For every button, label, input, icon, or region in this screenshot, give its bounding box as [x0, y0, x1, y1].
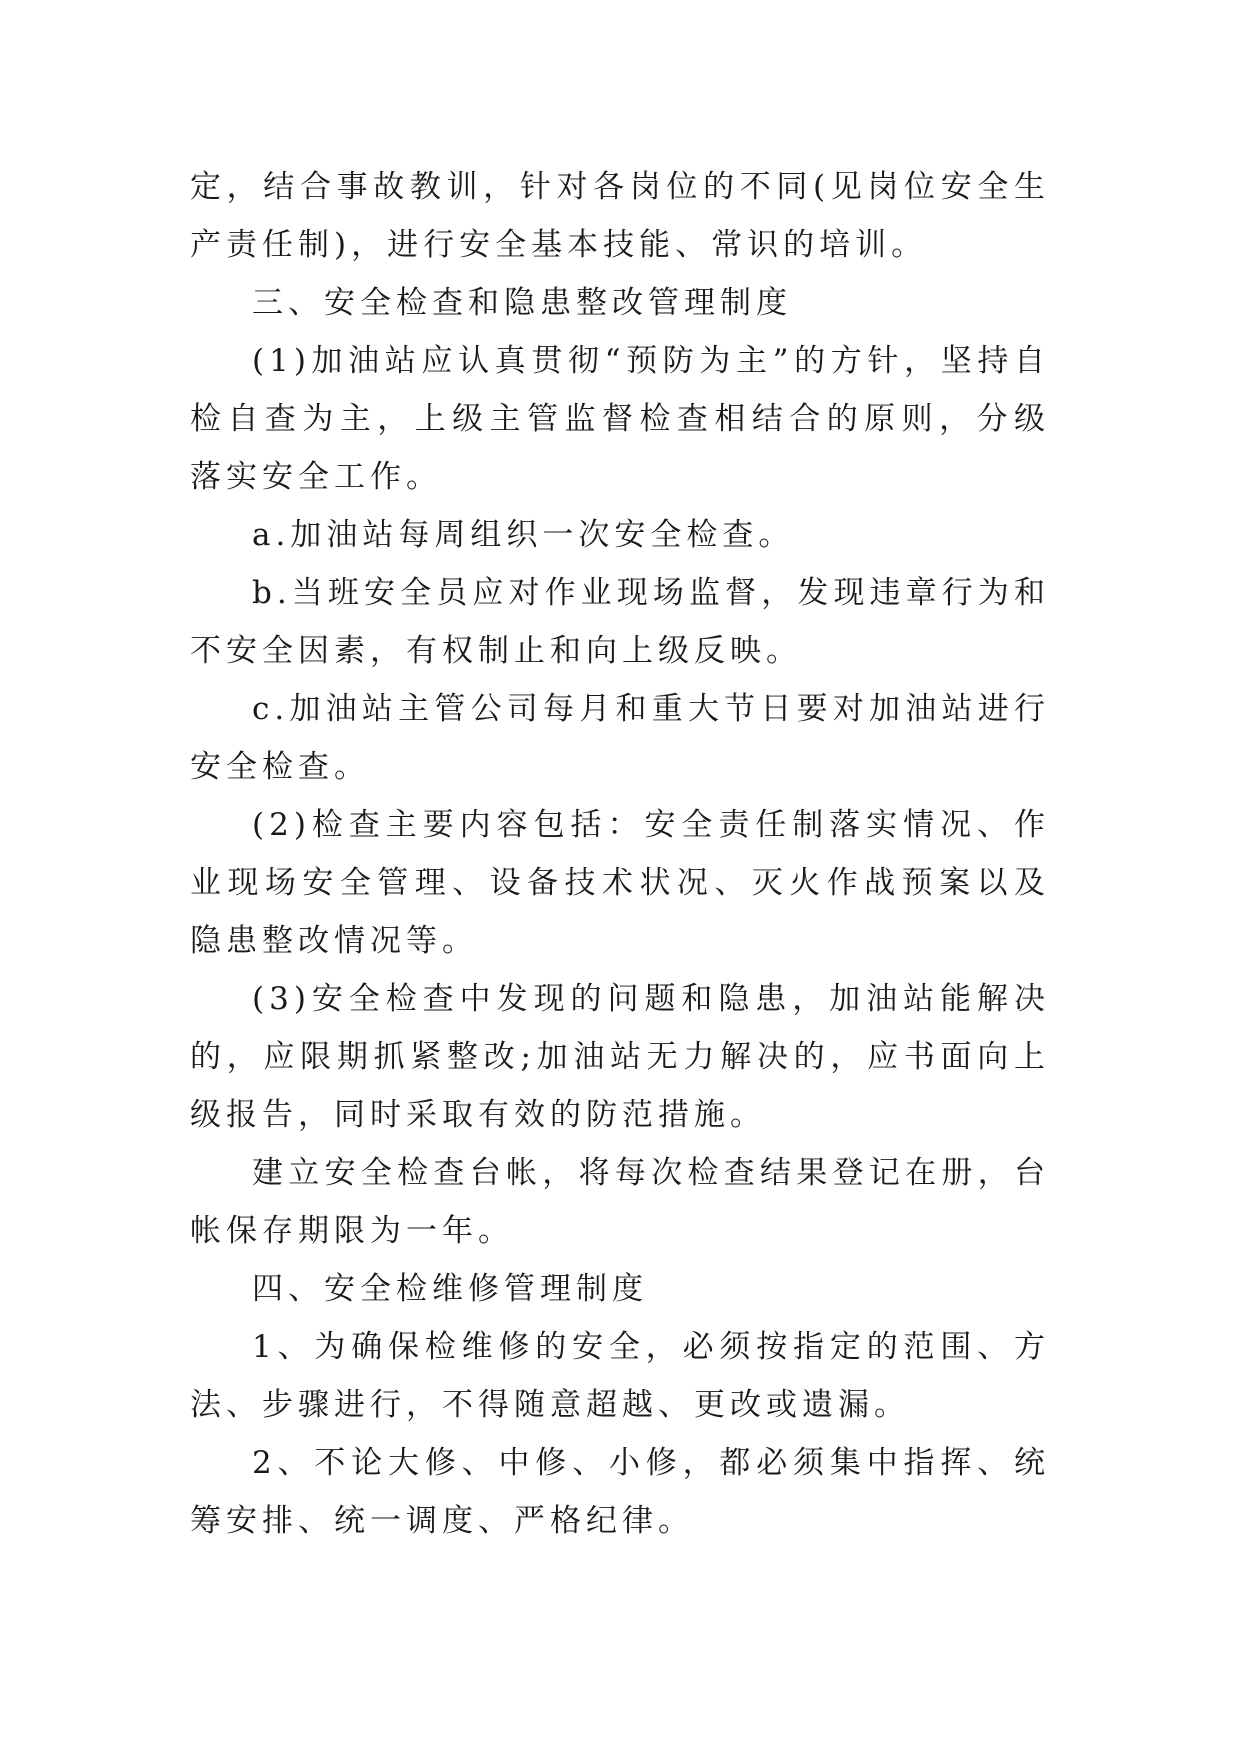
paragraph-rule-1: 1、为确保检维修的安全，必须按指定的范围、方法、步骤进行，不得随意超越、更改或遗漏。 [190, 1329, 1050, 1423]
paragraph-item-c: c.加油站主管公司每月和重大节日要对加油站进行安全检查。 [190, 691, 1050, 785]
paragraph-item-2: (2)检查主要内容包括：安全责任制落实情况、作业现场安全管理、设备技术状况、灭火作战预案以及隐患整改情况等。 [190, 807, 1050, 959]
paragraph-item-a: a.加油站每周组织一次安全检查。 [252, 517, 795, 553]
paragraph-item-1: (1)加油站应认真贯彻“预防为主”的方针，坚持自检自查为主，上级主管监督检查相结合的原则，分级落实安全工作。 [190, 343, 1050, 495]
paragraph-continuation: 定，结合事故教训，针对各岗位的不同(见岗位安全生产责任制)，进行安全基本技能、常识的培训。 [190, 169, 1050, 263]
paragraph-item-b: b.当班安全员应对作业现场监督，发现违章行为和不安全因素，有权制止和向上级反映。 [190, 575, 1050, 669]
paragraph-ledger: 建立安全检查台帐，将每次检查结果登记在册，台帐保存期限为一年。 [190, 1155, 1050, 1249]
document-page [190, 158, 1050, 1550]
section-heading-4: 四、安全检维修管理制度 [252, 1271, 648, 1307]
section-heading-3: 三、安全检查和隐患整改管理制度 [252, 285, 792, 321]
paragraph-item-3: (3)安全检查中发现的问题和隐患，加油站能解决的，应限期抓紧整改;加油站无力解决的，应书面向上级报告，同时采取有效的防范措施。 [190, 981, 1050, 1133]
paragraph-rule-2: 2、不论大修、中修、小修，都必须集中指挥、统筹安排、统一调度、严格纪律。 [190, 1445, 1050, 1539]
